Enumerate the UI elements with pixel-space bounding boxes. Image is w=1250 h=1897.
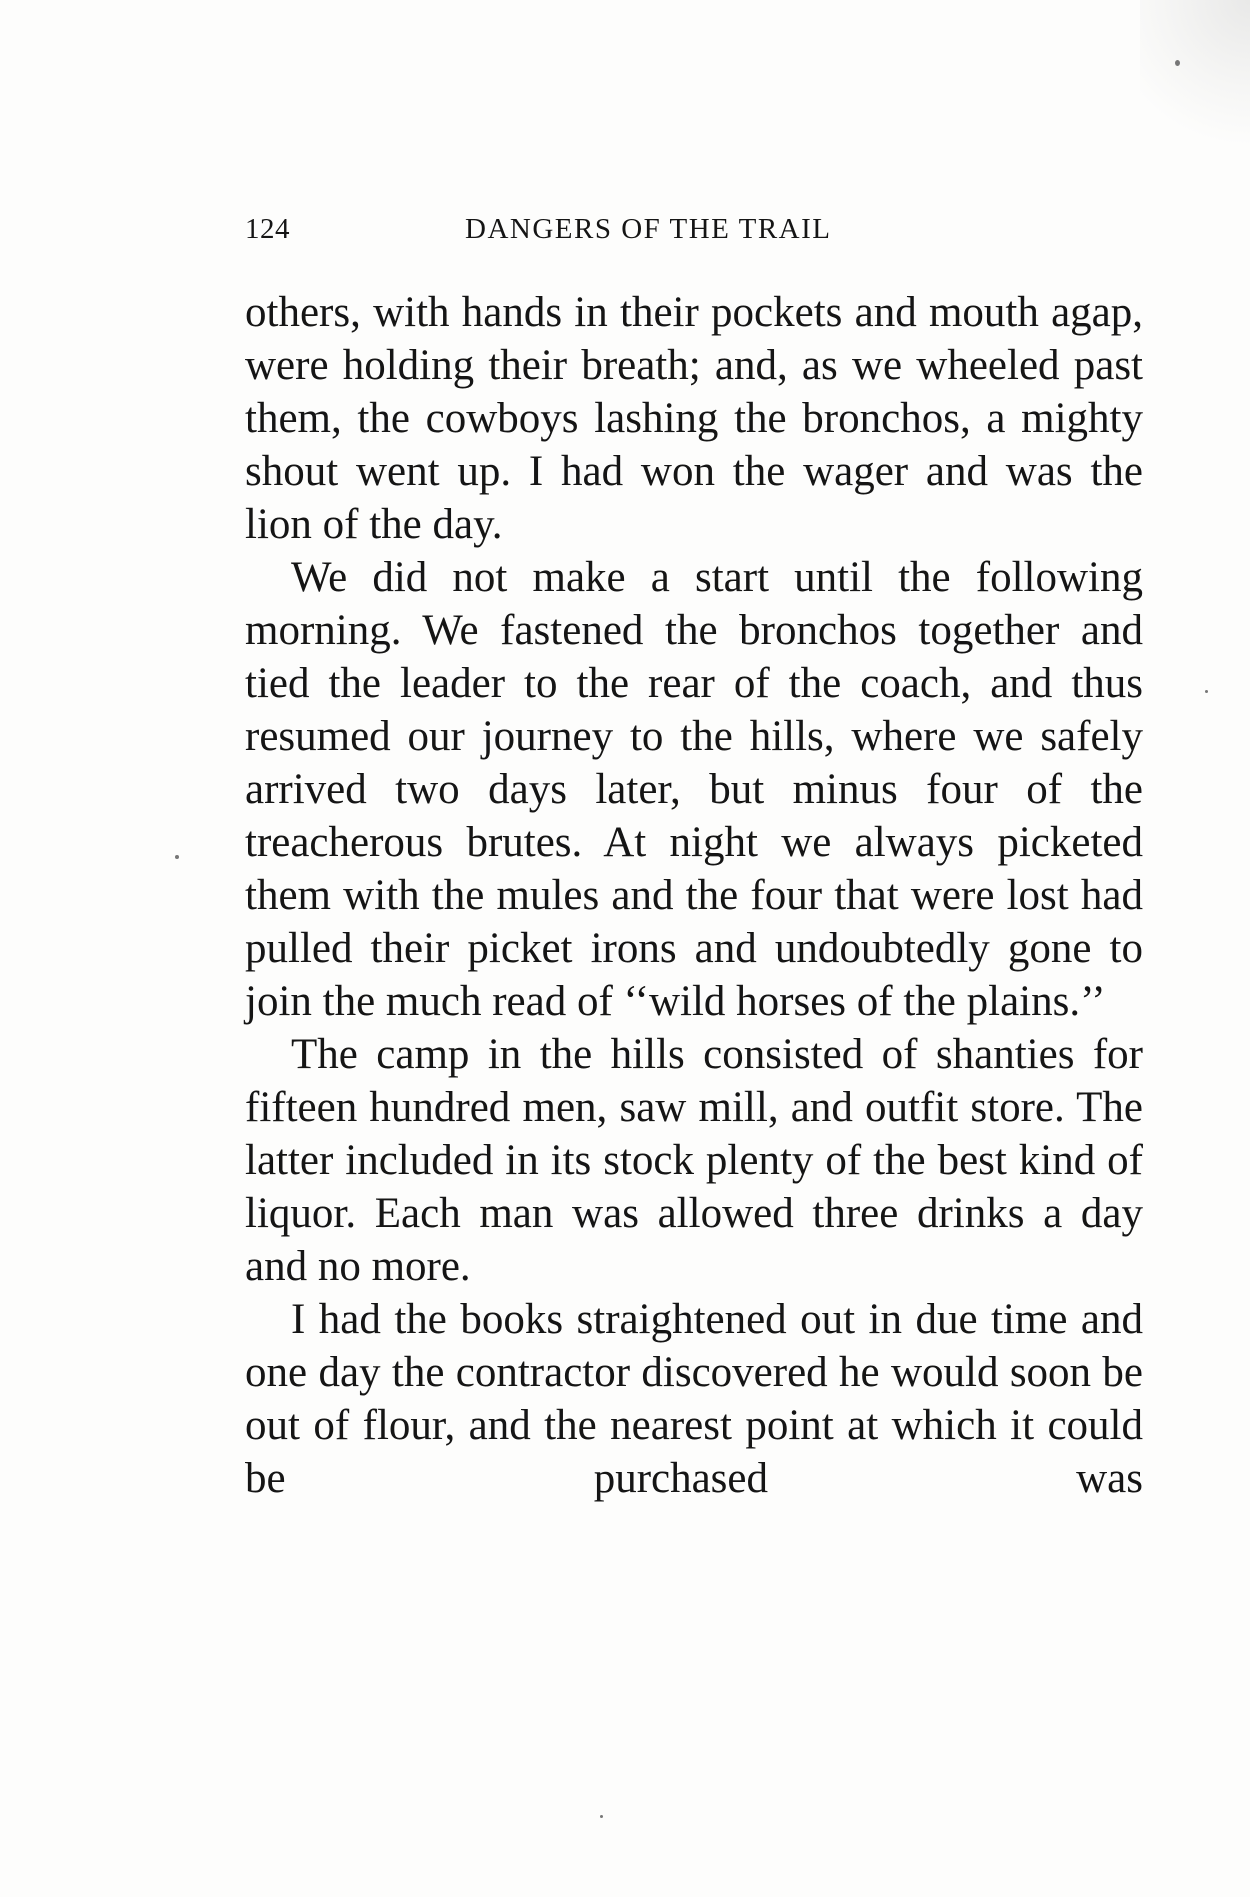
running-title: DANGERS OF THE TRAIL [465,213,832,245]
running-head [245,213,1143,253]
paragraph-4: I had the books straightened out in due time and one day the contractor discovered he would soon be out of flour, and the nearest point at which it could be purchased was [245,1296,1143,1502]
paragraph-2: We did not make a start until the following morning. We fastened the bronchos together and tied the leader to the rear of the coach, and thus resumed our journey to the hills, where we safely arrived two days later, but minus four of the treacherous brutes. At night we always picketed them with the mules and the four that were lost had pulled their picket irons and undoubtedly gone to join the much read of ‘‘wild horses of the plains.’’ [245,554,1143,1025]
scan-speck [1205,690,1208,693]
scan-speck [1175,60,1180,66]
scan-speck [175,855,179,859]
page-corner-discoloration [1140,0,1250,160]
page-number: 124 [245,213,290,245]
paragraph-3: The camp in the hills consisted of shanties for fifteen hundred men, saw mill, and outfit store. The latter included in its stock plenty of the best kind of liquor. Each man was allowed three drinks a day and no more. [245,1031,1143,1290]
body-text [245,286,1143,1505]
paragraph-1: others, with hands in their pockets and mouth agap, were holding their breath; and, as we wheeled past them, the cowboys lashing the bronchos, a mighty shout went up. I had won the wager and was the lion of the day. [245,289,1143,548]
scan-speck [600,1815,603,1818]
